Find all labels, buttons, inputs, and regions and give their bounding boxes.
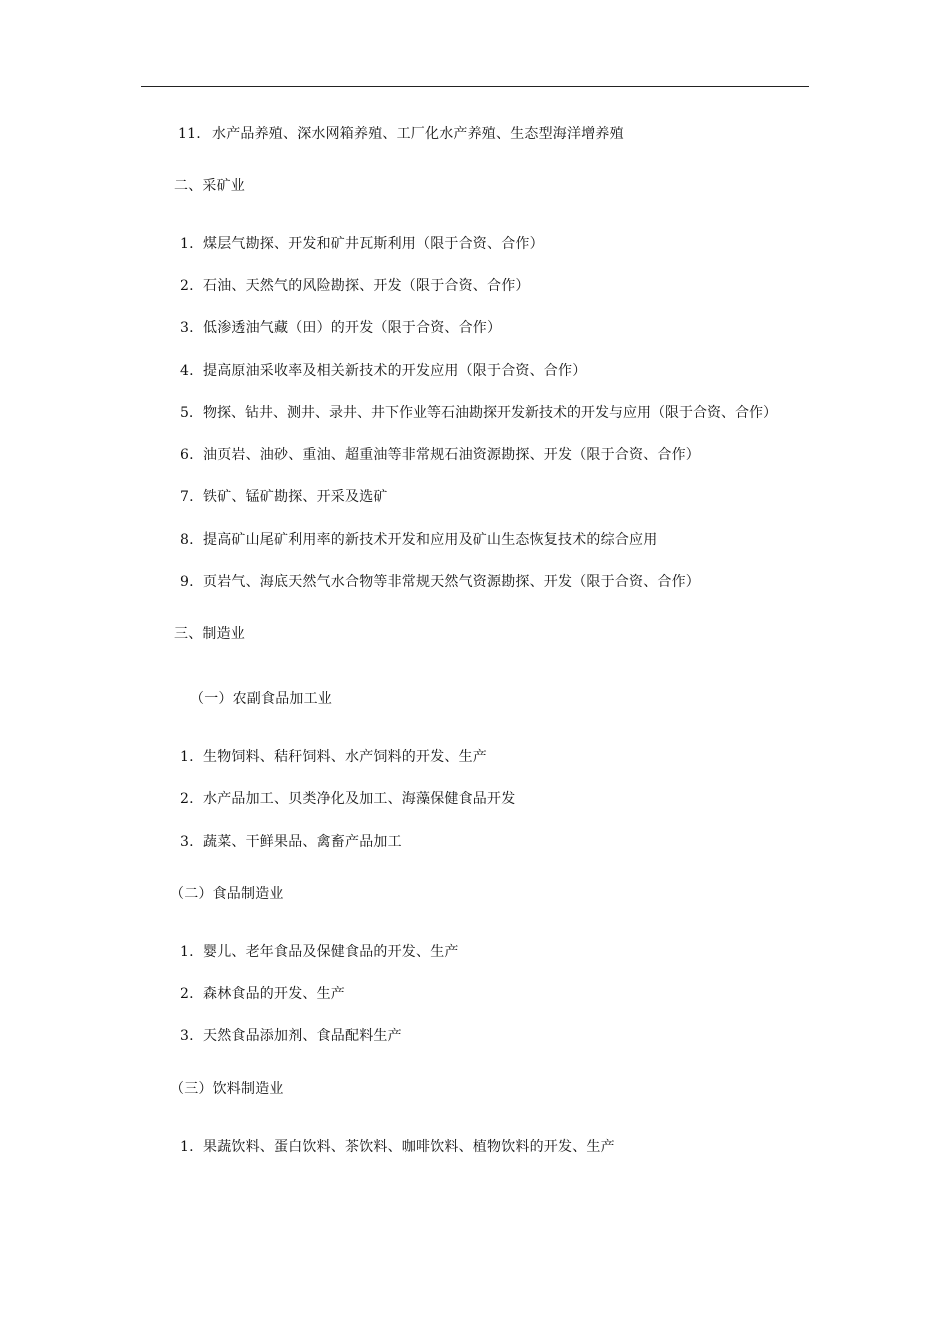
subsection-heading <box>170 885 284 903</box>
list-item <box>180 985 345 1003</box>
item-number: 5. <box>180 405 194 421</box>
list-item <box>180 488 388 506</box>
item-number: 9. <box>180 574 194 590</box>
list-item <box>180 790 515 808</box>
item-text: 煤层气勘探、开发和矿井瓦斯利用（限于合资、合作） <box>203 236 544 252</box>
item-number: 1. <box>180 1139 194 1155</box>
item-number: 1. <box>180 944 194 960</box>
item-number: 6. <box>180 447 194 463</box>
list-item <box>180 573 700 591</box>
item-number: 4. <box>180 363 194 379</box>
item-text: 蔬菜、干鲜果品、禽畜产品加工 <box>203 834 402 850</box>
item-number: 3. <box>180 834 194 850</box>
section-heading-text: 三、制造业 <box>174 626 245 642</box>
list-item <box>180 943 459 961</box>
list-item <box>180 319 501 337</box>
item-number: 7. <box>180 489 194 505</box>
subsection-heading-text: （一）农副食品加工业 <box>190 691 332 707</box>
item-number: 1. <box>180 749 194 765</box>
item-text: 水产品加工、贝类净化及加工、海藻保健食品开发 <box>203 791 516 807</box>
item-text: 物探、钻井、测井、录井、井下作业等石油勘探开发新技术的开发与应用（限于合资、合作） <box>203 405 777 421</box>
item-number: 3. <box>180 1028 194 1044</box>
item-text: 低渗透油气藏（田）的开发（限于合资、合作） <box>203 320 502 336</box>
item-text: 提高原油采收率及相关新技术的开发应用（限于合资、合作） <box>203 363 587 379</box>
item-text: 婴儿、老年食品及保健食品的开发、生产 <box>203 944 459 960</box>
subsection-heading <box>170 1080 284 1098</box>
item-number: 2. <box>180 278 194 294</box>
item-text: 天然食品添加剂、食品配料生产 <box>203 1028 402 1044</box>
list-item <box>180 1027 402 1045</box>
list-item <box>180 277 530 295</box>
item-text: 油页岩、油砂、重油、超重油等非常规石油资源勘探、开发（限于合资、合作） <box>203 447 700 463</box>
section-heading <box>174 625 245 643</box>
section-heading <box>174 177 245 195</box>
item-text: 水产品养殖、深水网箱养殖、工厂化水产养殖、生态型海洋增养殖 <box>212 126 624 142</box>
list-item <box>178 125 624 143</box>
list-item <box>180 362 586 380</box>
item-text: 石油、天然气的风险勘探、开发（限于合资、合作） <box>203 278 530 294</box>
subsection-heading-text: （三）饮料制造业 <box>170 1081 284 1097</box>
list-item <box>180 446 700 464</box>
item-number: 1. <box>180 236 194 252</box>
header-rule <box>141 86 809 87</box>
item-number: 11. <box>178 126 201 142</box>
list-item <box>180 235 544 253</box>
item-number: 2. <box>180 791 194 807</box>
item-text: 提高矿山尾矿利用率的新技术开发和应用及矿山生态恢复技术的综合应用 <box>203 532 658 548</box>
list-item <box>180 748 487 766</box>
item-text: 页岩气、海底天然气水合物等非常规天然气资源勘探、开发（限于合资、合作） <box>203 574 700 590</box>
item-text: 铁矿、锰矿勘探、开采及选矿 <box>203 489 388 505</box>
subsection-heading-text: （二）食品制造业 <box>170 886 284 902</box>
list-item <box>180 1138 615 1156</box>
list-item <box>180 531 657 549</box>
list-item <box>180 404 777 422</box>
item-number: 2. <box>180 986 194 1002</box>
section-heading-text: 二、采矿业 <box>174 178 245 194</box>
item-text: 果蔬饮料、蛋白饮料、茶饮料、咖啡饮料、植物饮料的开发、生产 <box>203 1139 615 1155</box>
item-text: 生物饲料、秸秆饲料、水产饲料的开发、生产 <box>203 749 487 765</box>
item-text: 森林食品的开发、生产 <box>203 986 345 1002</box>
subsection-heading <box>190 690 332 708</box>
item-number: 8. <box>180 532 194 548</box>
item-number: 3. <box>180 320 194 336</box>
list-item <box>180 833 402 851</box>
